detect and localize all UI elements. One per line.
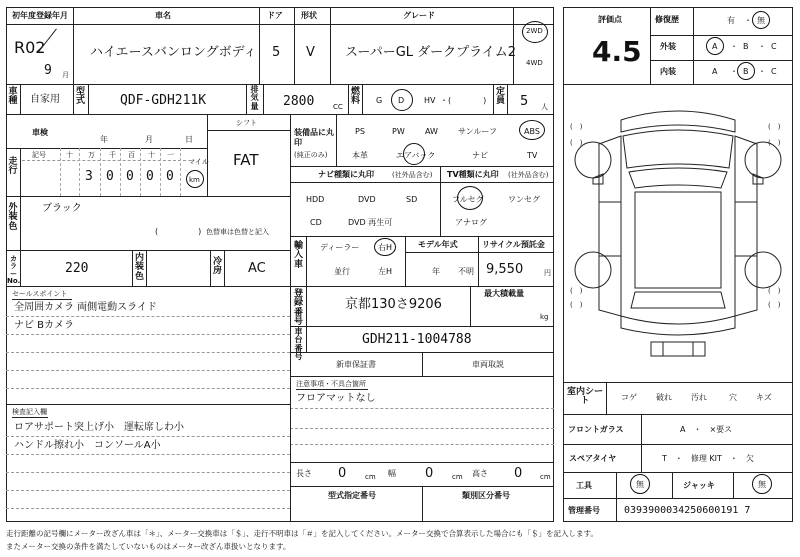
recycle-unit: 円: [544, 269, 551, 277]
drive-2wd: 2WD: [526, 27, 543, 35]
digit-unit-5: 十: [148, 151, 155, 159]
diagram-mark-1: ( ): [570, 123, 583, 131]
mileage-label: 走行: [8, 157, 18, 177]
tools-label: 工具: [576, 481, 592, 490]
repair-opt-1: 有: [727, 16, 735, 25]
shift-value: FAT: [233, 151, 259, 169]
navi-sub: (社外品含む): [392, 171, 433, 179]
mileage-digit-2: 0: [106, 169, 114, 184]
score-label: 評価点: [598, 15, 622, 24]
navi-dvd: DVD: [358, 195, 376, 204]
height-unit: cm: [540, 473, 551, 481]
diagram-mark-2: ( ): [768, 123, 781, 131]
color-no-label: カラーNo.: [7, 255, 21, 286]
ac-value: AC: [248, 261, 266, 276]
interior-c: C: [771, 67, 777, 76]
height-label: 高さ: [472, 469, 488, 478]
import-rhd: 右H: [378, 243, 393, 252]
inspection-month-unit: 月: [145, 135, 153, 144]
sales-point-line-1: 全周囲カメラ 両側電動スライド: [14, 302, 157, 313]
grade-value: スーパーGL ダークプライム2: [345, 45, 517, 60]
digit-unit-mile: マイル: [188, 158, 209, 166]
length-value: 0: [338, 466, 347, 481]
spare-value: T ・ 修理 KIT ・ 欠: [662, 454, 754, 463]
first-reg-label: 初年度登録年月: [12, 11, 68, 20]
color-note-paren: ( ): [155, 227, 202, 236]
exterior-dot1: ・: [730, 42, 738, 51]
mgmt-value: 0393900034250600191 7: [624, 505, 751, 516]
equip-airbag: エアバック: [396, 151, 436, 160]
chassis-label: 車台番号: [294, 327, 303, 362]
tv-oneseg: ワンセグ: [508, 195, 540, 204]
digit-unit-3: 千: [109, 151, 116, 159]
equip-tv: TV: [527, 151, 538, 160]
model-code: QDF-GDH211K: [120, 93, 207, 108]
displacement-label: 排気量: [250, 85, 259, 111]
cc-unit: CC: [333, 103, 343, 111]
max-load-unit: kg: [540, 313, 549, 321]
inspector-line-2: ハンドル擦れ小 コンソールA小: [14, 440, 161, 451]
mileage-digit-4: 0: [146, 169, 154, 184]
drive-4wd: 4WD: [526, 59, 543, 67]
capacity-value: 5: [520, 94, 529, 109]
shape-label: 形状: [301, 11, 317, 20]
spare-label: スペアタイヤ: [569, 454, 617, 463]
grade-label: グレード: [403, 11, 435, 20]
footer-line-2: またメーター交換の条件を満たしていないものはメーター改ざん車扱いとなります。: [6, 542, 291, 551]
body-shape: V: [306, 45, 315, 60]
import-parallel: 並行: [334, 267, 350, 276]
mgmt-label: 管理番号: [568, 506, 600, 515]
navi-dvd-play: DVD 再生可: [348, 218, 393, 227]
mileage-mark-label: 記号: [32, 151, 46, 159]
fuel-label: 燃料: [350, 87, 360, 107]
repair-opt-3: 無: [757, 16, 765, 25]
mileage-digit-1: 3: [85, 169, 93, 184]
jack-value: 無: [758, 480, 766, 489]
equip-navi: ナビ: [472, 151, 488, 160]
inspection-day-unit: 日: [185, 135, 193, 144]
mileage-digit-5: 0: [166, 169, 174, 184]
shift-label: シフト: [236, 119, 257, 127]
equip-ps: PS: [355, 127, 365, 136]
interior-label: 内装: [660, 67, 676, 76]
score-value: 4.5: [592, 35, 642, 68]
diagram-mark-6: ( ): [768, 287, 781, 295]
capacity-unit: 人: [541, 103, 548, 111]
inspection-year-unit: 年: [100, 135, 108, 144]
type-no-label: 型式指定番号: [328, 491, 376, 500]
diagram-mark-5: ( ): [570, 287, 583, 295]
ac-label: 冷房: [212, 257, 222, 277]
import-lhd: 左H: [378, 267, 393, 276]
interior-b: B: [743, 67, 749, 76]
tools-value: 無: [636, 480, 644, 489]
inspection-label: 車検: [32, 128, 48, 137]
sales-point-label: セールスポイント: [12, 290, 68, 298]
fuel-g: G: [376, 96, 383, 105]
windshield-value: A ・ ×要ス: [680, 425, 733, 434]
recycle-label: リサイクル預託金: [482, 240, 545, 249]
import-dealer: ディーラー: [320, 243, 360, 252]
mileage-unit: km: [189, 176, 200, 184]
use-type: 自家用: [30, 94, 60, 105]
car-name: ハイエースバンロングボディ: [90, 45, 257, 60]
diagram-mark-8: ( ): [768, 301, 781, 309]
exterior-b: B: [743, 42, 749, 51]
car-damage-diagram: [563, 84, 793, 380]
equip-pw: PW: [392, 127, 405, 136]
sales-point-line-2: ナビ Bカメラ: [14, 320, 75, 331]
length-unit: cm: [365, 473, 376, 481]
tv-sub: (社外品含む): [508, 171, 549, 179]
model-year-unit: 年: [432, 267, 440, 276]
displacement-value: 2800: [283, 94, 315, 109]
diagram-mark-3: ( ): [570, 139, 583, 147]
tv-fullseg: フルセグ: [452, 195, 484, 204]
equip-sunroof: サンルーフ: [458, 127, 497, 136]
interior-color-label: 内装色: [134, 253, 144, 282]
model-label: 型式: [75, 87, 85, 107]
registration-value: 京都130さ9206: [345, 297, 442, 312]
inspector-line-1: ロアサポート突上げ小 運転席しわ小: [14, 422, 184, 433]
height-value: 0: [514, 466, 523, 481]
navi-label: ナビ種類に丸印: [318, 170, 374, 179]
windshield-label: フロントガラス: [568, 425, 624, 434]
fuel-d: D: [398, 96, 405, 105]
reg-year: R02: [14, 38, 46, 57]
color-label: 外装色: [8, 203, 18, 232]
interior-dot1: ・: [730, 67, 738, 76]
tv-analog: アナログ: [455, 218, 487, 227]
warranty-doc: 新車保証書: [336, 360, 376, 369]
notes-label: 注意事項・不具合箇所: [296, 380, 366, 388]
exterior-label: 外装: [660, 42, 676, 51]
category-label: 車種: [8, 87, 18, 107]
model-year-label: モデル年式: [418, 240, 458, 249]
interior-dot2: ・: [758, 67, 766, 76]
fuel-other: ・( ): [440, 96, 487, 105]
class-no-label: 類別区分番号: [462, 491, 510, 500]
diagram-mark-7: ( ): [570, 301, 583, 309]
registration-label: 登録番号: [293, 289, 303, 328]
repair-opt-2: ・: [744, 16, 752, 25]
interior-a: A: [712, 67, 718, 76]
exterior-a: A: [712, 42, 718, 51]
repair-history-label: 修復歴: [655, 15, 679, 24]
width-unit: cm: [452, 473, 463, 481]
inspector-label: 検査記入欄: [12, 408, 47, 416]
manual-doc: 車両取説: [472, 360, 504, 369]
car-name-label: 車名: [155, 11, 171, 20]
digit-unit-6: 一: [167, 151, 174, 159]
exterior-c: C: [771, 42, 777, 51]
door-label: ドア: [267, 11, 283, 20]
max-load-label: 最大積載量: [484, 289, 524, 298]
tv-label: TV種類に丸印: [447, 170, 499, 179]
color-value: ブラック: [42, 203, 82, 214]
jack-label: ジャッキ: [683, 481, 715, 490]
seat-tear: 破れ: [656, 393, 672, 402]
digit-unit-4: 百: [128, 151, 135, 159]
mileage-digit-3: 0: [126, 169, 134, 184]
length-label: 長さ: [296, 469, 312, 478]
equip-aw: AW: [425, 127, 438, 136]
seat-burn: コゲ: [621, 393, 637, 402]
import-label: 輸入車: [293, 241, 303, 270]
width-value: 0: [425, 466, 434, 481]
color-note: 色替車は色替と記入: [206, 228, 269, 236]
digit-unit-2: 万: [88, 151, 95, 159]
equip-leather: 本革: [352, 151, 368, 160]
footer-line-1: 走行距離の記号欄にメーター改ざん車は「＊」、メーター交換車は「＄」、走行不明車は「＃」を記入してください。メーター交換で合算表示した場合にも「＄」を記入します。: [6, 529, 598, 538]
seat-stain: 汚れ: [691, 393, 707, 402]
diagram-mark-4: ( ): [768, 139, 781, 147]
notes-text: フロアマットなし: [296, 393, 376, 404]
reg-month: 9: [44, 63, 52, 78]
interior-seat-label: 室内シート: [567, 387, 604, 407]
equip-abs: ABS: [524, 127, 540, 136]
capacity-label: 定員: [495, 87, 505, 107]
chassis-value: GDH211-1004788: [362, 332, 472, 347]
seat-scratch: キズ: [756, 393, 772, 402]
equipment-label: 装備品に丸印: [294, 128, 334, 148]
model-year-unknown: 不明: [458, 267, 474, 276]
recycle-value: 9,550: [486, 262, 524, 277]
reg-month-unit: 月: [62, 71, 69, 79]
equipment-sub: (純正のみ): [294, 151, 328, 159]
fuel-hv: HV: [424, 96, 436, 105]
width-label: 幅: [388, 469, 396, 478]
door-count: 5: [272, 45, 281, 60]
color-no-value: 220: [65, 261, 89, 276]
digit-unit-1: 十: [66, 151, 73, 159]
navi-sd: SD: [406, 195, 418, 204]
navi-cd: CD: [310, 218, 322, 227]
navi-hdd: HDD: [306, 195, 325, 204]
seat-hole: 穴: [729, 393, 737, 402]
exterior-dot2: ・: [758, 42, 766, 51]
